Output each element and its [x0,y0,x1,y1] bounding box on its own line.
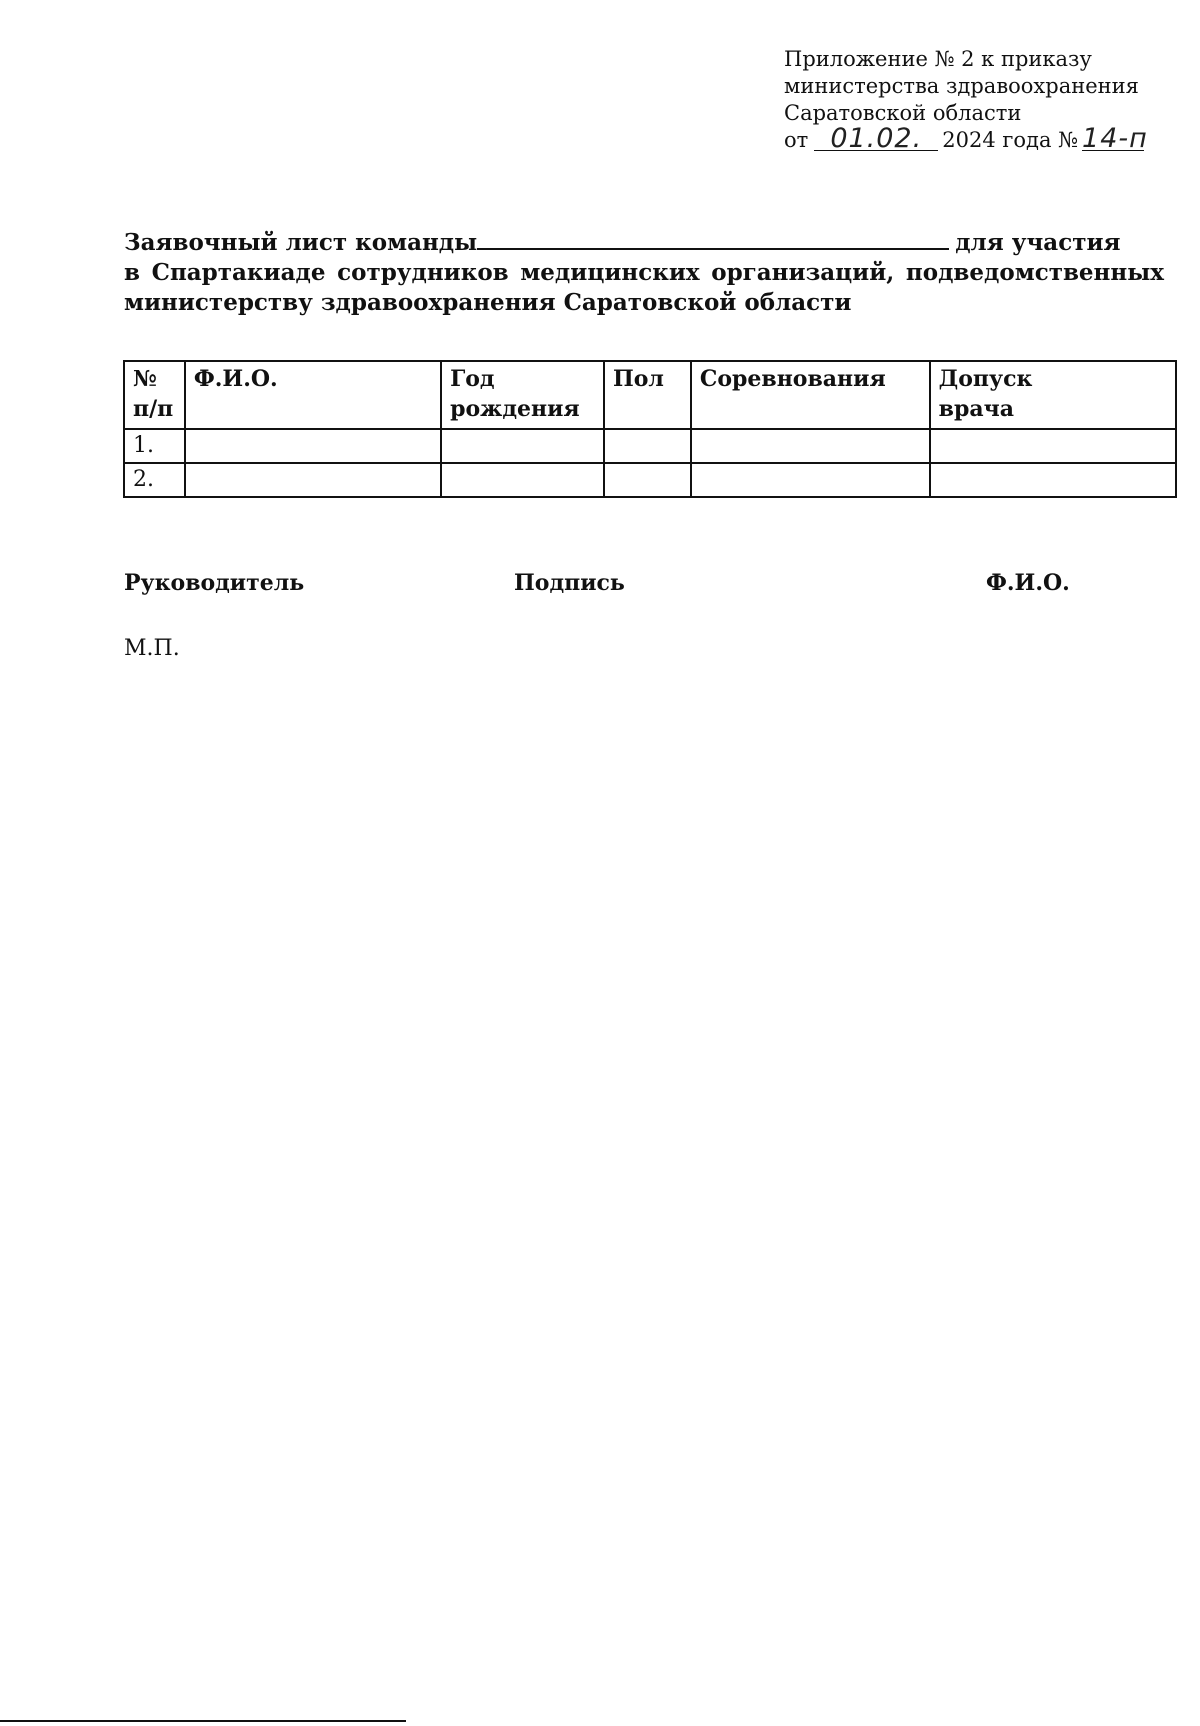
table-row [124,429,1176,463]
cell-sex[interactable] [604,429,691,463]
title-start: Заявочный лист команды [124,229,478,256]
header-birth-line-1: Год [450,366,495,392]
table-row [124,463,1176,497]
appendix-line-3: Саратовской области [784,101,1022,125]
head-label: Руководитель [124,570,305,596]
cell-sex[interactable] [604,463,691,497]
title-line-1 [124,226,1164,258]
header-admission-line-1: Допуск [938,366,1033,392]
cell-number: 1. [124,429,185,463]
appendix-line-1: Приложение № 2 к приказу [784,47,1092,71]
appendix-date-line [784,123,1184,154]
team-table [123,360,1177,498]
table-header-row [124,361,1176,429]
signature-label: Подпись [514,570,625,596]
header-doctor-admission [930,361,1176,429]
cell-doctor-admission[interactable] [930,429,1176,463]
date-prefix: от [784,128,809,152]
appendix-block [784,46,1184,154]
document-title [124,226,1164,318]
fio-label: Ф.И.О. [986,570,1070,596]
header-number-line-2: п/п [133,396,174,422]
appendix-line-2: министерства здравоохранения [784,74,1139,98]
title-line-2: в Спартакиаде сотрудников медицинских организаций, подведомственных [124,259,1164,286]
date-middle: 2024 года № [942,128,1079,152]
cell-number: 2. [124,463,185,497]
header-sex: Пол [604,361,691,429]
cell-fio[interactable] [185,429,441,463]
cell-doctor-admission[interactable] [930,463,1176,497]
cell-fio[interactable] [185,463,441,497]
title-line-3: министерству здравоохранения Саратовской области [124,289,852,316]
header-number [124,361,185,429]
header-birth-year [441,361,604,429]
handwritten-date: 01.02. [814,128,938,151]
footer-rule [0,1720,406,1722]
cell-birth-year[interactable] [441,429,604,463]
header-competitions: Соревнования [691,361,930,429]
cell-birth-year[interactable] [441,463,604,497]
cell-competitions[interactable] [691,463,930,497]
header-birth-line-2: рождения [450,396,580,422]
header-admission-line-2: врача [938,396,1014,422]
header-fio: Ф.И.О. [185,361,441,429]
stamp-label: М.П. [124,636,180,661]
cell-competitions[interactable] [691,429,930,463]
header-number-line-1: № [133,366,157,392]
team-name-blank[interactable] [477,226,949,250]
handwritten-order-number: 14-п [1082,123,1148,154]
title-end: для участия [955,229,1121,256]
